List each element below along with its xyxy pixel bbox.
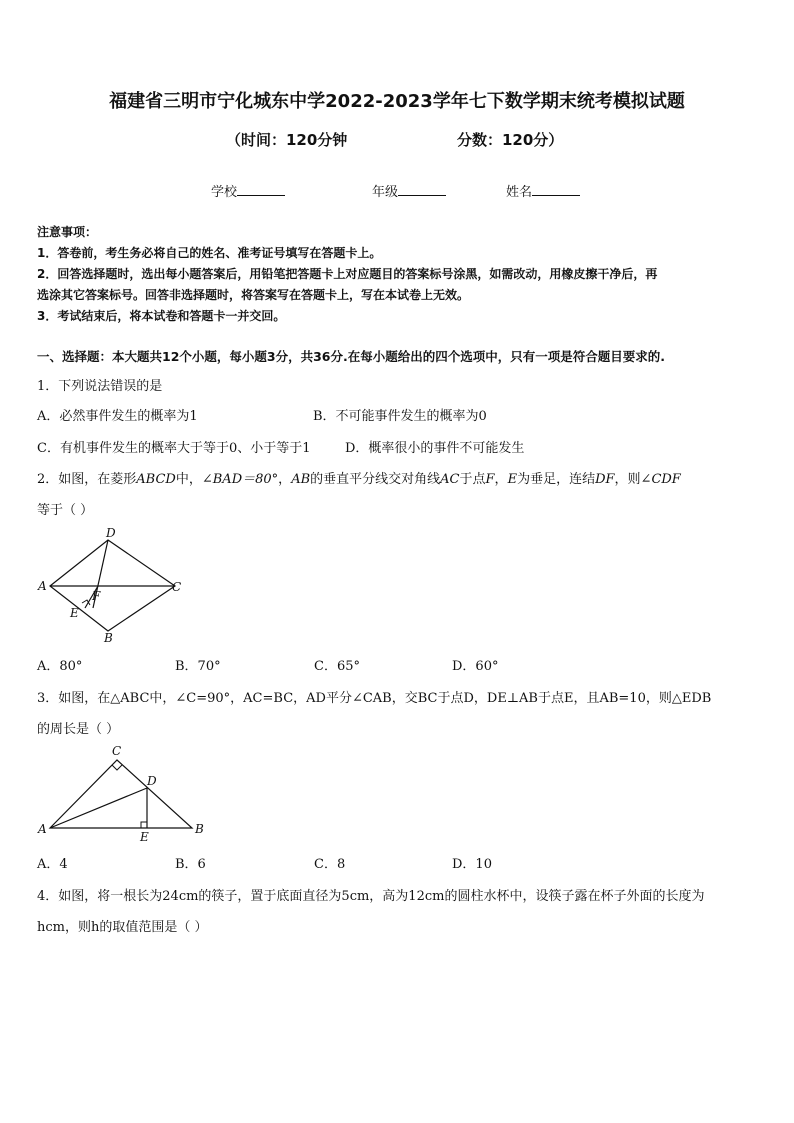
- label-f: F: [92, 589, 101, 603]
- q2-text: 的垂直平分线交对角线: [310, 472, 441, 487]
- q1-option-a[interactable]: A．必然事件发生的概率为1: [37, 409, 198, 424]
- note-3: 3．考试结束后，将本试卷和答题卡一并交回。: [37, 309, 286, 323]
- q2-math: ∠BAD＝80°: [201, 472, 279, 487]
- q1-option-d[interactable]: D．概率很小的事件不可能发生: [345, 441, 525, 456]
- q2-math: DF: [595, 472, 615, 487]
- q2-option-c[interactable]: C．65°: [314, 659, 360, 674]
- q2-text: 于点: [459, 472, 486, 487]
- q3-triangle-figure: [30, 742, 215, 847]
- q2-text: 为垂足，连结: [517, 472, 596, 487]
- grade-blank[interactable]: [398, 183, 446, 196]
- segment-ad: [50, 788, 147, 828]
- q2-rhombus-figure: [30, 525, 200, 645]
- right-angle-mark-c: [112, 765, 122, 770]
- q2-option-b[interactable]: B．70°: [175, 659, 221, 674]
- label-d: D: [106, 526, 116, 540]
- section-heading: 一、选择题：本大题共12个小题，每小题3分，共36分.在每小题给出的四个选项中，只有一项是符合题目要求的.: [37, 349, 665, 364]
- q2-math: F: [485, 472, 495, 487]
- label-d: D: [147, 774, 157, 788]
- q3-stem: 3．如图，在△ABC中，∠C=90°，AC=BC，AD平分∠CAB，交BC于点D，DE⊥AB于点E，且AB=10，则△EDB: [37, 691, 712, 706]
- school-label: 学校: [211, 185, 238, 200]
- q3-option-c[interactable]: C．8: [314, 857, 346, 872]
- school-blank[interactable]: [237, 183, 285, 196]
- grade-label: 年级: [372, 185, 399, 200]
- q2-option-d[interactable]: D．60°: [452, 659, 499, 674]
- label-b: B: [104, 631, 113, 645]
- label-c: C: [172, 580, 182, 594]
- school-field: [211, 181, 285, 200]
- q4-stem: 4．如图，将一根长为24cm的筷子，置于底面直径为5cm，高为12cm的圆柱水杯中，设筷子露在杯子外面的长度为: [37, 889, 705, 904]
- q1-option-b[interactable]: B．不可能事件发生的概率为0: [313, 409, 487, 424]
- q2-text: 中，: [175, 472, 202, 487]
- exam-score: 分数：120分）: [457, 131, 564, 149]
- grade-field: [372, 181, 446, 200]
- q2-option-a[interactable]: A．80°: [37, 659, 83, 674]
- q3-option-b[interactable]: B．6: [175, 857, 206, 872]
- label-b: B: [195, 822, 204, 836]
- name-field: [506, 181, 580, 200]
- name-label: 姓名: [506, 185, 533, 200]
- q2-text: 2．如图，在菱形: [37, 472, 137, 487]
- q2-math: E: [507, 472, 518, 487]
- note-2b: 选涂其它答案标号。回答非选择题时，将答案写在答题卡上，写在本试卷上无效。: [37, 288, 470, 302]
- label-e: E: [140, 830, 149, 844]
- q2-math: ABCD: [136, 472, 176, 487]
- q3-option-d[interactable]: D．10: [452, 857, 492, 872]
- label-c: C: [112, 744, 122, 758]
- exam-time: （时间：120分钟: [226, 131, 348, 149]
- q2-text: ，: [494, 472, 508, 487]
- q4-stem-line2: hcm，则h的取值范围是（ ）: [37, 920, 208, 935]
- notes-heading: 注意事项：: [37, 225, 98, 239]
- q2-math: AC: [440, 472, 460, 487]
- right-angle-mark-e: [141, 822, 147, 828]
- q1-option-c[interactable]: C．有机事件发生的概率大于等于0、小于等于1: [37, 441, 311, 456]
- q2-math: ∠CDF: [640, 472, 681, 487]
- q3-stem-line2: 的周长是（ ）: [37, 722, 120, 737]
- name-blank[interactable]: [532, 183, 580, 196]
- q2-math: AB: [291, 472, 311, 487]
- note-2a: 2．回答选择题时，选出每小题答案后，用铅笔把答题卡上对应题目的答案标号涂黑，如需改动，用橡皮擦干净后，再: [37, 267, 658, 281]
- q2-text: ，: [278, 472, 292, 487]
- label-e: E: [70, 606, 79, 620]
- page-title: 福建省三明市宁化城东中学2022-2023学年七下数学期末统考模拟试题: [109, 91, 685, 112]
- q1-stem: 1．下列说法错误的是: [37, 379, 163, 394]
- q2-stem: [37, 468, 681, 487]
- triangle-abc: [50, 760, 192, 828]
- label-a: A: [38, 579, 47, 593]
- q3-option-a[interactable]: A．4: [37, 857, 68, 872]
- q2-text: ，则: [614, 472, 641, 487]
- label-a: A: [38, 822, 47, 836]
- q2-stem-line2: 等于（ ）: [37, 503, 94, 518]
- note-1: 1．答卷前，考生务必将自己的姓名、准考证号填写在答题卡上。: [37, 246, 382, 260]
